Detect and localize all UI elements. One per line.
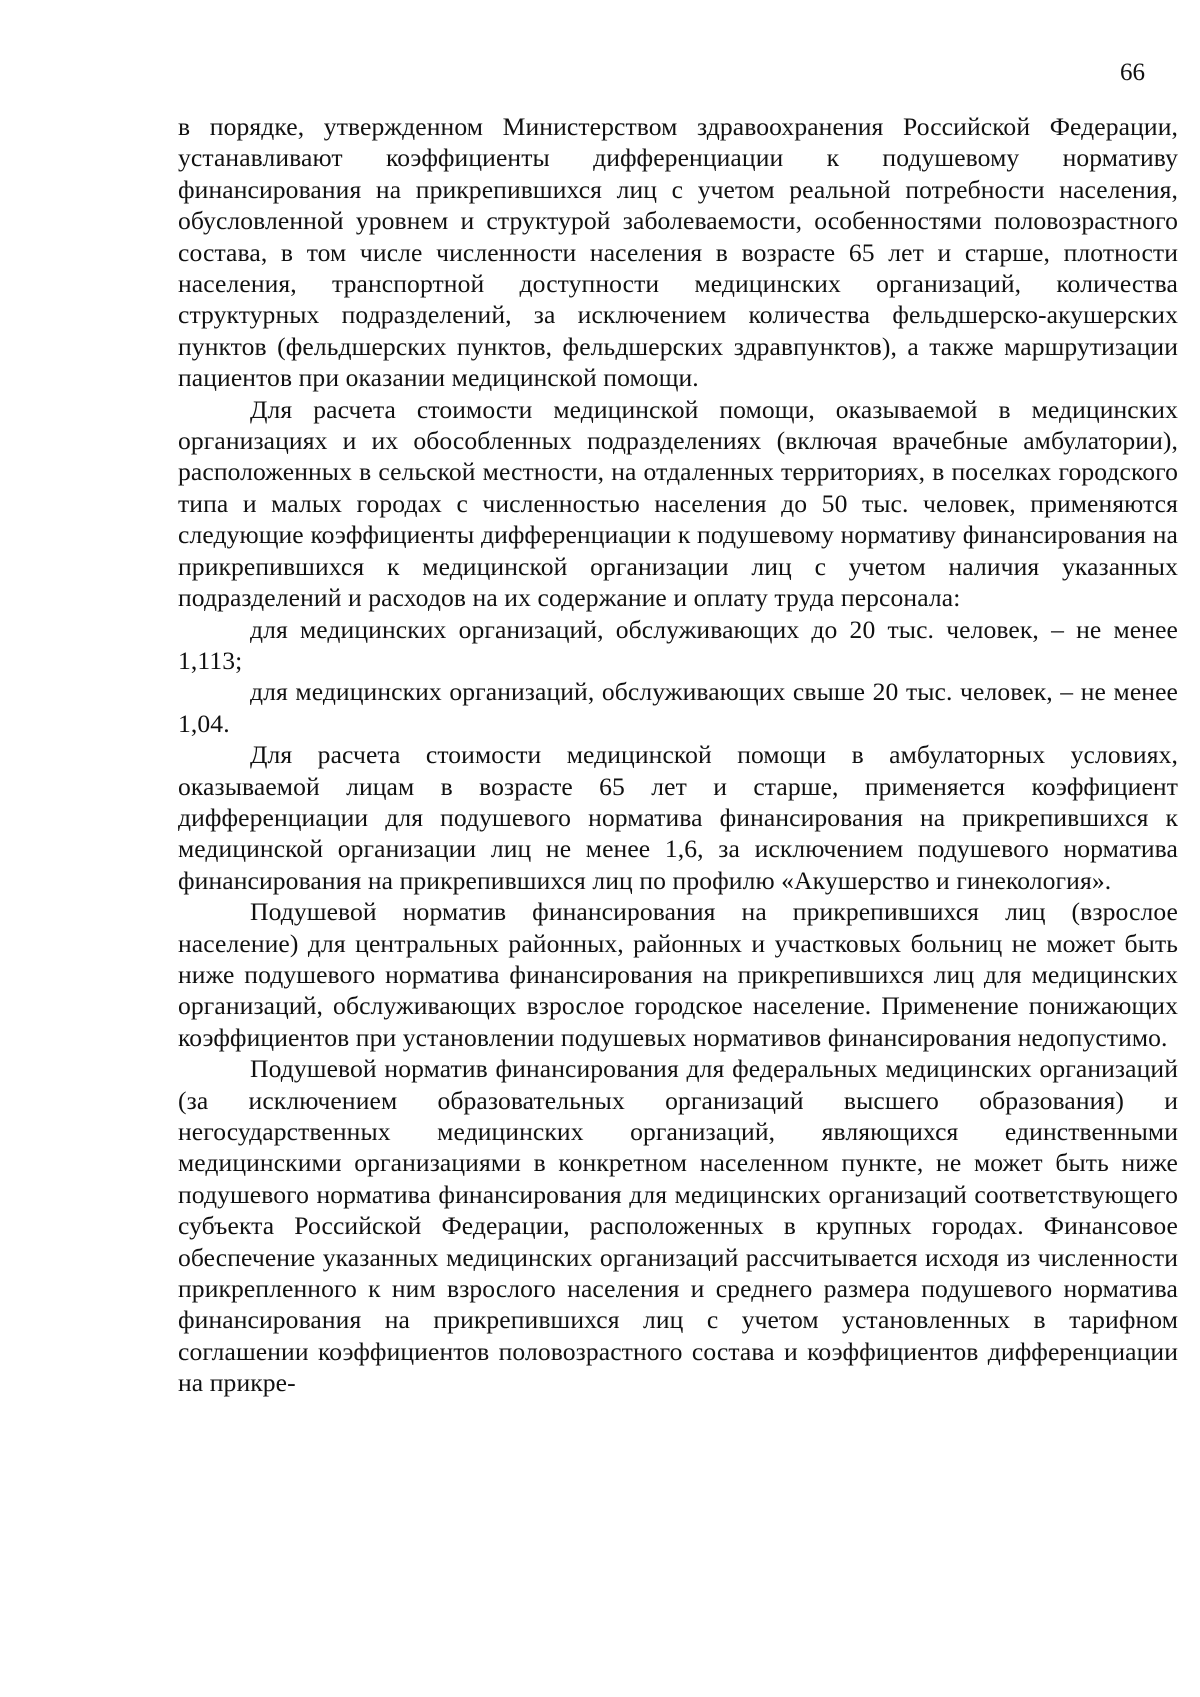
page-number: 66 (1120, 59, 1145, 86)
paragraph-coefficient-over-20k: для медицинских организаций, обслуживающих свыше 20 тыс. человек, – не менее 1,04. (178, 677, 1178, 738)
paragraph-federal-organizations-norm: Подушевой норматив финансирования для федеральных медицинских организаций (за исключением образовательных организаций высшего образования) и негосударственных медицинских организаций, являющихся единственными медицинскими организациями в конкретном населенном пункте, не может быть ниже подушевого норматива финансирования для медицинских организаций соответствующего субъекта Российской Федерации, расположенных в крупных городах. Финансовое обеспечение указанных медицинских организаций рассчитывается исходя из численности прикрепленного к ним взрослого населения и среднего размера подушевого норматива финансирования на прикрепившихся лиц с учетом установленных в тарифном соглашении коэффициентов половозрастного состава и коэффициентов дифференциации на прикре- (178, 1054, 1178, 1398)
paragraph-coefficient-up-to-20k: для медицинских организаций, обслуживающих до 20 тыс. человек, – не менее 1,113; (178, 614, 1178, 675)
paragraph-continuation: в порядке, утвержденном Министерством здравоохранения Российской Федерации, устанавливают коэффициенты дифференциации к подушевому нормативу финансирования на прикрепившихся лиц с учетом реальной потребности населения, обусловленной уровнем и структурой заболеваемости, особенностями половозрастного состава, в том числе численности населения в возрасте 65 лет и старше, плотности населения, транспортной доступности медицинских организаций, количества структурных подразделений, за исключением количества фельдшерско-акушерских пунктов (фельдшерских пунктов, фельдшерских здравпунктов), а также маршрутизации пациентов при оказании медицинской помощи. (178, 112, 1178, 393)
paragraph-age-65-coefficient: Для расчета стоимости медицинской помощи в амбулаторных условиях, оказываемой лицам в возрасте 65 лет и старше, применяется коэффициент дифференциации для подушевого норматива финансирования на прикрепившихся к медицинской организации лиц не менее 1,6, за исключением подушевого норматива финансирования на прикрепившихся лиц по профилю «Акушерство и гинекология». (178, 740, 1178, 895)
paragraph-rural-hospitals-norm: Подушевой норматив финансирования на прикрепившихся лиц (взрослое население) для центральных районных, районных и участковых больниц не может быть ниже подушевого норматива финансирования на прикрепившихся лиц для медицинских организаций, обслуживающих взрослое городское население. Применение понижающих коэффициентов при установлении подушевых нормативов финансирования недопустимо. (178, 897, 1178, 1052)
document-body (178, 111, 1178, 1399)
paragraph-rural-coefficients: Для расчета стоимости медицинской помощи, оказываемой в медицинских организациях и их обособленных подразделениях (включая врачебные амбулатории), расположенных в сельской местности, на отдаленных территориях, в поселках городского типа и малых городах с численностью населения до 50 тыс. человек, применяются следующие коэффициенты дифференциации к подушевому нормативу финансирования на прикрепившихся к медицинской организации лиц с учетом наличия указанных подразделений и расходов на их содержание и оплату труда персонала: (178, 394, 1178, 613)
